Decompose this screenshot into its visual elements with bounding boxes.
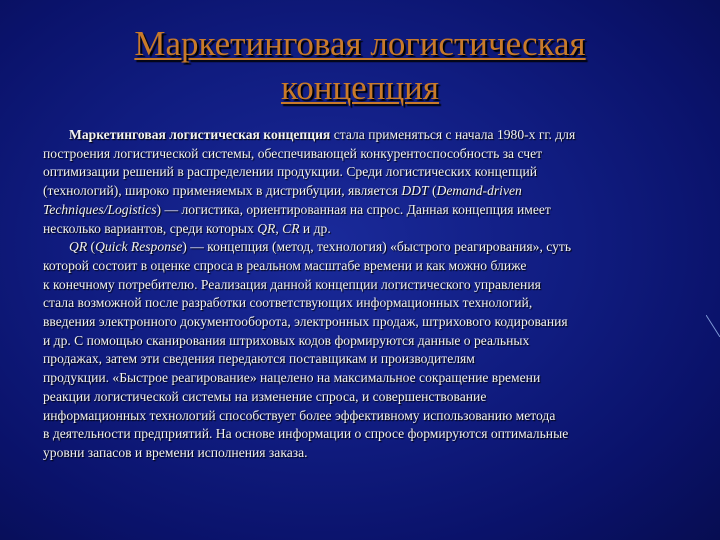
text-line: информационных технологий способствует более эффективному использованию метода bbox=[43, 407, 556, 423]
paragraph-quick-response bbox=[43, 238, 678, 462]
text-line: и др. С помощью сканирования штриховых кодов формируются данные о реальных bbox=[43, 332, 530, 348]
text-line: введения электронного документооборота, электронных продаж, штрихового кодирования bbox=[43, 314, 568, 330]
text-fragment: ) — концепция (метод, технология) «быстрого реагирования», суть bbox=[182, 239, 572, 255]
text-line bbox=[43, 238, 678, 257]
text-line: к конечному потребителю. Реализация данной концепции логистического управления bbox=[43, 276, 541, 292]
text-line: уровни запасов и времени исполнения заказа. bbox=[43, 444, 308, 460]
slide-title bbox=[40, 22, 680, 110]
title-line-1: Маркетинговая логистическая bbox=[134, 24, 586, 63]
text-line: стала возможной после разработки соответствующих информационных технологий, bbox=[43, 295, 533, 311]
term-qr: QR bbox=[69, 239, 88, 255]
text-fragment: и др. bbox=[299, 220, 331, 236]
text-line: построения логистической системы, обеспечивающей конкурентоспособность за счет bbox=[43, 145, 543, 161]
text-fragment: ) — логистика, ориентированная на спрос. Данная концепция имеет bbox=[156, 201, 551, 217]
term-ddt: DDT bbox=[401, 183, 429, 199]
text-line: реакции логистической системы на изменение спроса, и совершенствование bbox=[43, 388, 487, 404]
text-line bbox=[43, 220, 678, 239]
text-fragment: , bbox=[275, 220, 283, 236]
text-line bbox=[43, 201, 678, 220]
paragraph-marketing-concept bbox=[43, 126, 678, 238]
decorative-line bbox=[706, 315, 720, 337]
title-line-2: концепция bbox=[280, 68, 439, 107]
term-techniques-logistics: Techniques/Logistics bbox=[43, 201, 157, 217]
term-qr: QR bbox=[257, 220, 276, 236]
text-line bbox=[43, 126, 678, 145]
term-demand-driven: Demand-driven bbox=[436, 183, 522, 199]
text-fragment: ( bbox=[428, 183, 437, 199]
slide-body bbox=[43, 126, 678, 463]
text-fragment: несколько вариантов, среди которых bbox=[43, 220, 258, 236]
text-line bbox=[43, 182, 678, 201]
term-marketing-concept: Маркетинговая логистическая концепция bbox=[69, 127, 331, 142]
text-fragment: (технологий), широко применяемых в дистрибуции, является bbox=[43, 183, 402, 199]
text-fragment: ( bbox=[87, 239, 96, 255]
term-quick-response: Quick Response bbox=[95, 239, 183, 255]
text-line: продажах, затем эти сведения передаются поставщикам и производителям bbox=[43, 351, 475, 367]
text-line: в деятельности предприятий. На основе информации о спросе формируются оптимальные bbox=[43, 426, 569, 442]
text-fragment: стала применяться с начала 1980-х гг. для bbox=[330, 127, 576, 142]
text-line: оптимизации решений в распределении продукции. Среди логистических концепций bbox=[43, 164, 538, 180]
text-line: которой состоит в оценке спроса в реальном масштабе времени и как можно ближе bbox=[43, 257, 527, 273]
term-cr: CR bbox=[282, 220, 300, 236]
text-line: продукции. «Быстрое реагирование» нацелено на максимальное сокращение времени bbox=[43, 370, 541, 386]
